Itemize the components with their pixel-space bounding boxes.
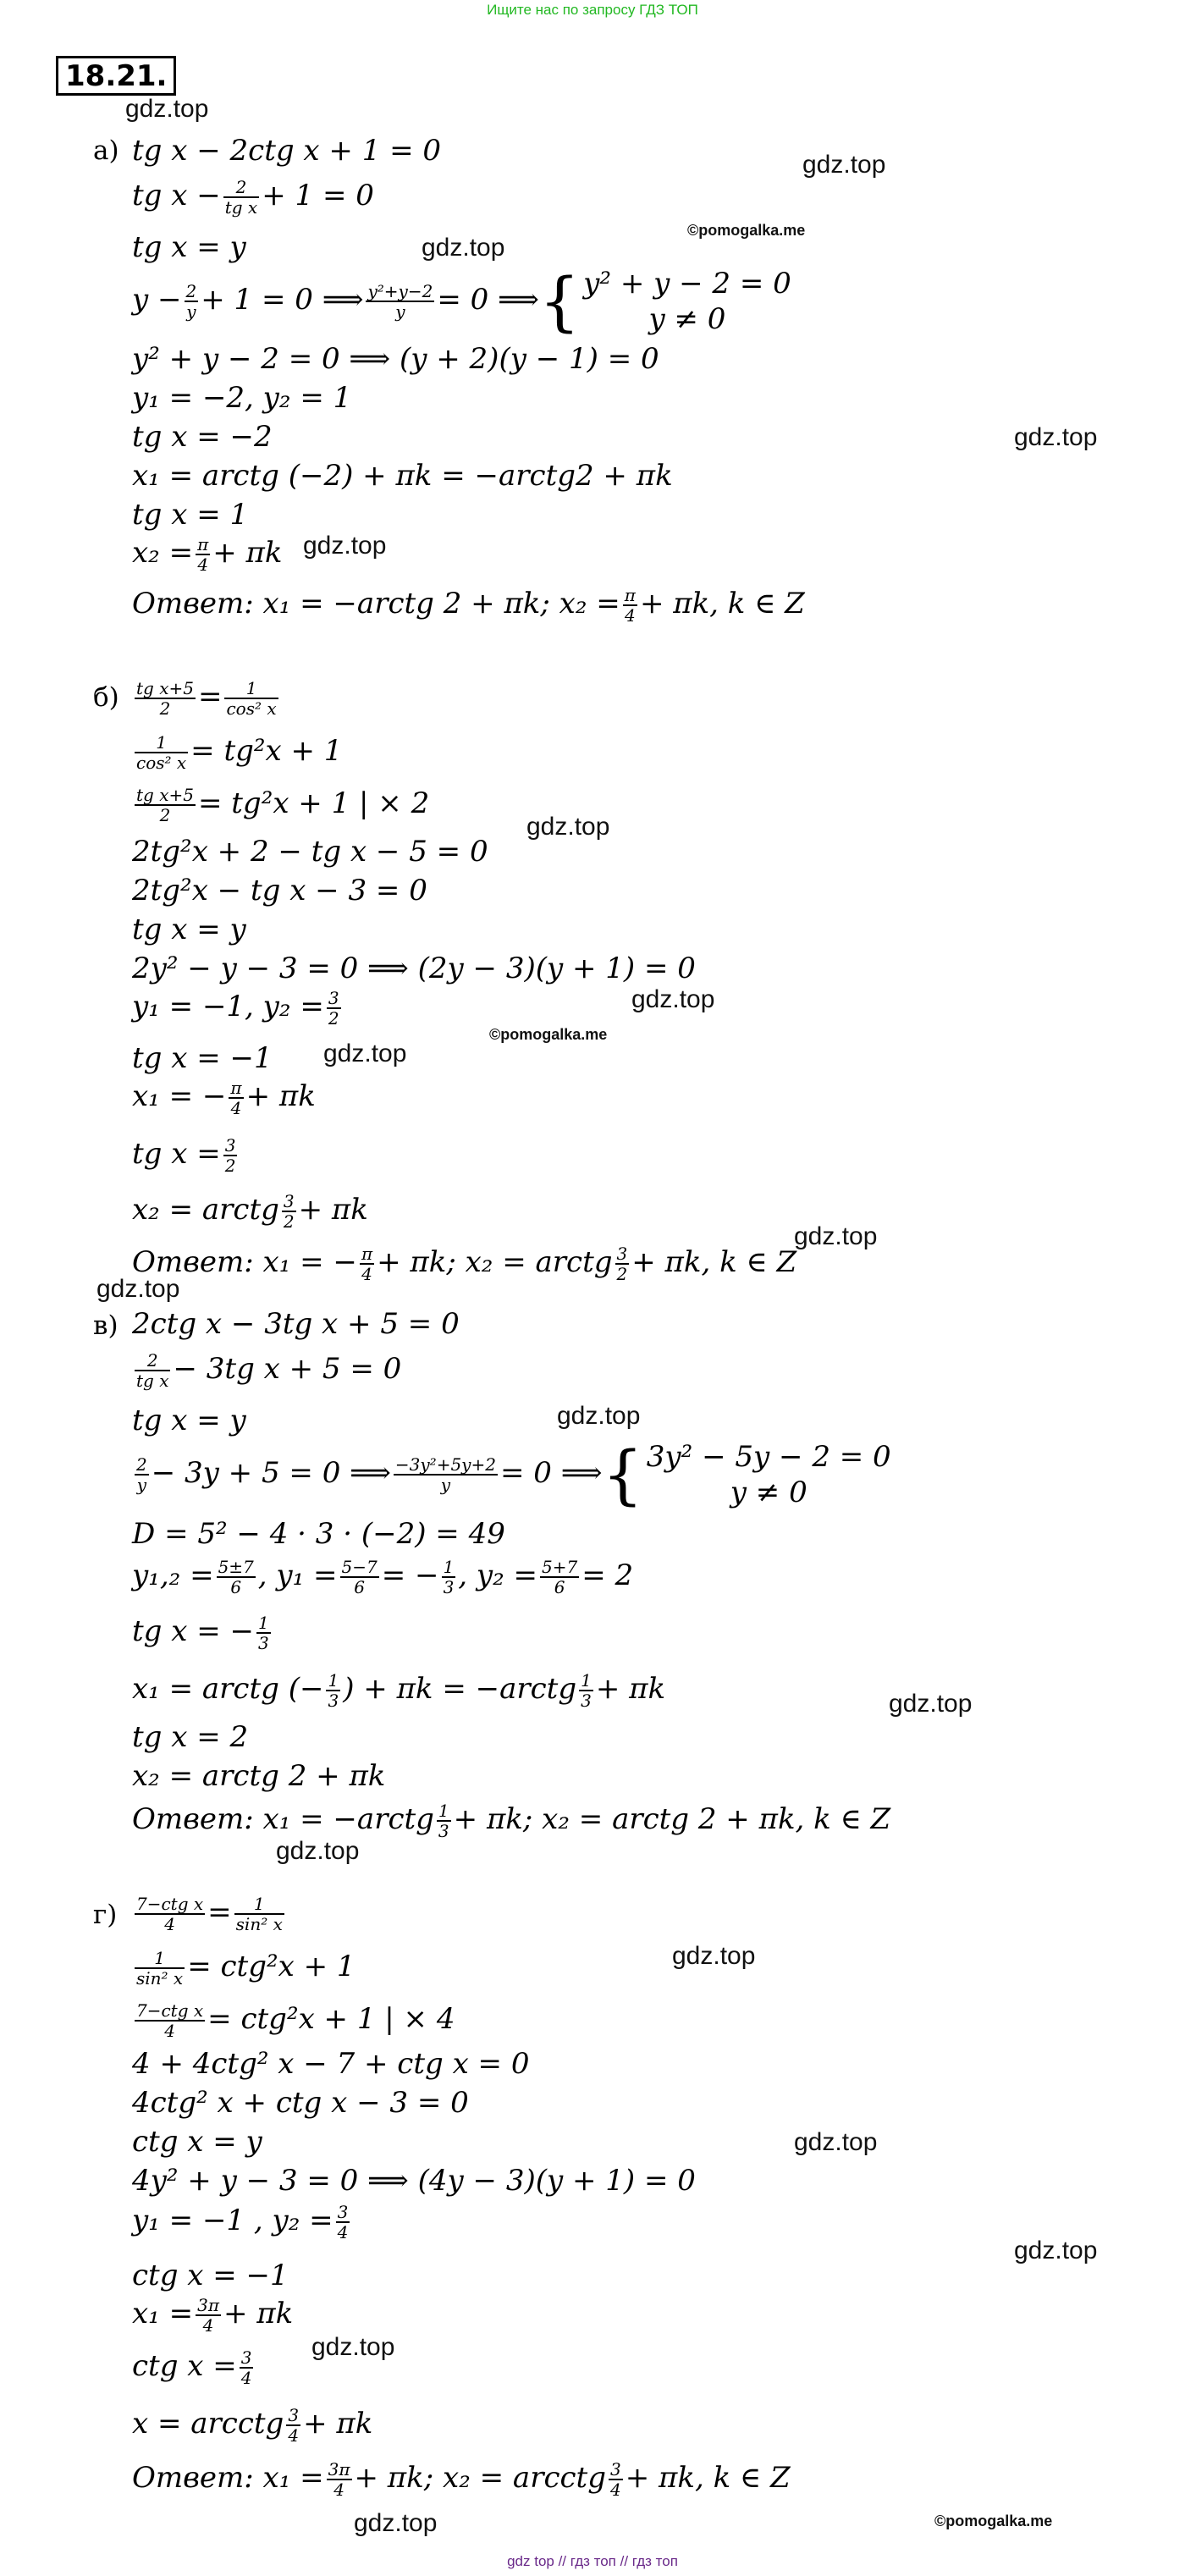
- v-line-2: $\frac{2}{\text{tg x}}$ − 3tg x + 5 = 0: [136, 1350, 402, 1391]
- a-line-10: x₂ = $\frac{\pi}{4}$ + πk: [132, 534, 283, 575]
- watermark: gdz.top: [672, 1942, 756, 1970]
- g-line-10: x₁ = $\frac{3\pi}{4}$ + πk: [132, 2295, 294, 2336]
- a-line-1: tg x − 2ctg x + 1 = 0: [132, 134, 442, 168]
- watermark: gdz.top: [422, 234, 505, 262]
- v-line-5: D = 5² − 4 · 3 · (−2) = 49: [132, 1517, 505, 1551]
- g-line-9: ctg x = −1: [132, 2259, 289, 2292]
- a-answer: Ответ: x₁ = −arctg 2 + πk; x₂ = $\frac{\pi}{4}$ + πk, k ∈ Z: [132, 585, 805, 626]
- watermark: gdz.top: [889, 1690, 973, 1718]
- watermark: gdz.top: [631, 985, 715, 1013]
- g-line-11: ctg x = $\frac{3}{4}$: [132, 2347, 252, 2388]
- g-answer: Ответ: x₁ = $\frac{3\pi}{4}$ + πk; x₂ = arcctg $\frac{3}{4}$ + πk, k ∈ Z: [132, 2459, 791, 2500]
- watermark: gdz.top: [311, 2333, 395, 2361]
- watermark: gdz.top: [526, 813, 610, 841]
- part-label-g: г): [93, 1900, 118, 1930]
- b-line-10: x₁ = − $\frac{\pi}{4}$ + πk: [132, 1078, 316, 1118]
- part-label-a: а): [93, 135, 119, 166]
- watermark: gdz.top: [354, 2509, 438, 2537]
- watermark: gdz.top: [323, 1040, 407, 1067]
- g-line-3: $\frac{\text{7−ctg x}}{4}$ = ctg²x + 1 | × 4: [136, 2000, 455, 2041]
- copyright: ©pomogalka.me: [934, 2513, 1053, 2529]
- v-line-10: x₂ = arctg 2 + πk: [132, 1759, 386, 1793]
- task-number: 18.21.: [56, 56, 176, 96]
- watermark: gdz.top: [557, 1402, 641, 1430]
- copyright: ©pomogalka.me: [687, 222, 806, 239]
- watermark: gdz.top: [1014, 423, 1098, 451]
- watermark: gdz.top: [794, 1222, 878, 1250]
- v-line-6: y₁,₂ = $\frac{5\pm 7}{6}$ , y₁ = $\frac{5-7}{6}$ = − $\frac{1}{3}$ , y₂ = $\frac{5+7}{6}$ = 2: [132, 1557, 634, 1597]
- b-line-9: tg x = −1: [132, 1041, 273, 1075]
- v-line-1: 2ctg x − 3tg x + 5 = 0: [132, 1307, 460, 1341]
- b-line-8: y₁ = −1, y₂ = $\frac{3}{2}$: [132, 988, 339, 1029]
- b-line-5: 2tg²x − tg x − 3 = 0: [132, 874, 427, 907]
- v-line-7: tg x = − $\frac{1}{3}$: [132, 1613, 269, 1653]
- a-line-5: y² + y − 2 = 0 ⟹ (y + 2)(y − 1) = 0: [132, 342, 659, 376]
- g-line-5: 4ctg² x + ctg x − 3 = 0: [132, 2086, 469, 2120]
- b-line-3: $\frac{\text{tg x+5}}{2}$ = tg²x + 1 | × 2: [136, 785, 430, 825]
- b-line-6: tg x = y: [132, 913, 246, 946]
- watermark: gdz.top: [802, 151, 886, 179]
- g-line-12: x = arcctg $\frac{3}{4}$ + πk: [132, 2405, 373, 2446]
- v-line-3: tg x = y: [132, 1404, 246, 1437]
- a-line-4: y − $\frac{2}{y}$ + 1 = 0 ⟹ $\frac{\text{y²+y−2}}{y}$ = 0 ⟹{ y² + y − 2 = 0 y ≠ 0: [132, 263, 791, 339]
- a-line-6: y₁ = −2, y₂ = 1: [132, 381, 352, 415]
- g-line-6: ctg x = y: [132, 2125, 262, 2159]
- a-line-8: x₁ = arctg (−2) + πk = −arctg2 + πk: [132, 459, 673, 493]
- watermark: gdz.top: [276, 1837, 360, 1865]
- copyright: ©pomogalka.me: [489, 1026, 608, 1043]
- watermark: gdz.top: [303, 532, 387, 560]
- watermark: gdz.top: [96, 1275, 180, 1303]
- a-line-2: tg x − $\frac{2}{\text{tg x}}$ + 1 = 0: [132, 177, 374, 218]
- b-line-11: tg x = $\frac{3}{2}$: [132, 1135, 236, 1176]
- g-line-4: 4 + 4ctg² x − 7 + ctg x = 0: [132, 2047, 530, 2081]
- g-line-8: y₁ = −1 , y₂ = $\frac{3}{4}$: [132, 2202, 349, 2242]
- watermark: gdz.top: [125, 95, 209, 123]
- a-line-3: tg x = y: [132, 230, 246, 264]
- a-line-7: tg x = −2: [132, 420, 273, 454]
- g-line-7: 4y² + y − 3 = 0 ⟹ (4y − 3)(y + 1) = 0: [132, 2164, 696, 2198]
- b-answer: Ответ: x₁ = − $\frac{\pi}{4}$ + πk; x₂ = arctg $\frac{3}{2}$ + πk, k ∈ Z: [132, 1244, 797, 1284]
- b-line-7: 2y² − y − 3 = 0 ⟹ (2y − 3)(y + 1) = 0: [132, 952, 696, 985]
- b-line-1: $\frac{\text{tg x+5}}{2}$ = $\frac{1}{\text{cos² x}}$: [136, 678, 277, 719]
- part-label-v: в): [93, 1310, 118, 1341]
- part-label-b: б): [93, 682, 119, 713]
- top-note: Ищите нас по запросу ГДЗ ТОП: [487, 2, 698, 18]
- footer-links[interactable]: gdz top // гдз топ // гдз топ: [507, 2553, 678, 2569]
- v-line-8: x₁ = arctg (− $\frac{1}{3}$ ) + πk = −arctg $\frac{1}{3}$ + πk: [132, 1670, 666, 1711]
- b-line-2: $\frac{1}{\text{cos² x}}$ = tg²x + 1: [136, 732, 343, 773]
- watermark: gdz.top: [1014, 2237, 1098, 2264]
- b-line-4: 2tg²x + 2 − tg x − 5 = 0: [132, 835, 488, 869]
- b-line-12: x₂ = arctg $\frac{3}{2}$ + πk: [132, 1191, 368, 1232]
- a-line-9: tg x = 1: [132, 498, 249, 532]
- v-line-4: $\frac{2}{y}$ − 3y + 5 = 0 ⟹ $\frac{\text{−3y²+5y+2}}{y}$ = 0 ⟹{ 3y² − 5y − 2 = 0 y ≠ 0: [136, 1437, 891, 1512]
- v-line-9: tg x = 2: [132, 1720, 249, 1754]
- watermark: gdz.top: [794, 2128, 878, 2156]
- g-line-1: $\frac{\text{7−ctg x}}{4}$ = $\frac{1}{\text{sin² x}}$: [136, 1894, 283, 1934]
- g-line-2: $\frac{1}{\text{sin² x}}$ = ctg²x + 1: [136, 1948, 356, 1989]
- v-answer: Ответ: x₁ = −arctg $\frac{1}{3}$ + πk; x₂ = arctg 2 + πk, k ∈ Z: [132, 1801, 891, 1841]
